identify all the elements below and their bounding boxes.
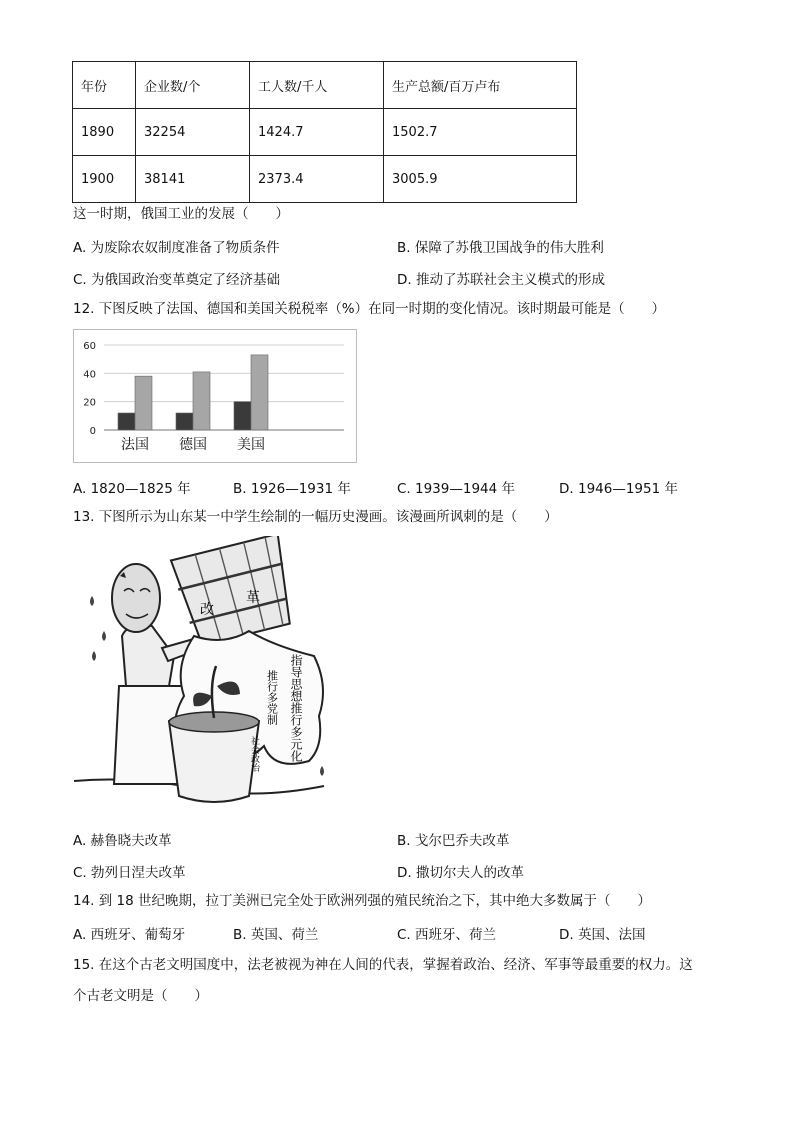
table-row — [73, 156, 577, 203]
q14-option-a[interactable]: A. 西班牙、葡萄牙 — [73, 927, 186, 943]
q14-option-d[interactable]: D. 英国、法国 — [559, 927, 646, 943]
x-category-label: 法国 — [121, 437, 149, 453]
y-tick-label: 40 — [83, 369, 96, 381]
history-cartoon — [74, 536, 344, 816]
q13-option-b[interactable]: B. 戈尔巴乔夫改革 — [397, 833, 510, 849]
q13-option-d[interactable]: D. 撒切尔夫人的改革 — [397, 865, 524, 881]
bar — [176, 413, 193, 430]
q12-option-a[interactable]: A. 1820—1825 年 — [73, 481, 191, 497]
table-header-cell: 工人数/千人 — [250, 62, 384, 109]
table-cell: 1502.7 — [384, 109, 577, 156]
q11-option-b[interactable]: B. 保障了苏俄卫国战争的伟大胜利 — [397, 240, 604, 256]
table-header-cell: 年份 — [73, 62, 136, 109]
q13-option-a[interactable]: A. 赫鲁晓夫改革 — [73, 833, 172, 849]
tariff-chart — [73, 329, 357, 463]
q11-option-c[interactable]: C. 为俄国政治变革奠定了经济基础 — [73, 272, 281, 288]
q11-option-d[interactable]: D. 推动了苏联社会主义模式的形成 — [397, 272, 605, 288]
bar — [234, 402, 251, 430]
q13-option-c[interactable]: C. 勃列日涅夫改革 — [73, 865, 186, 881]
table-cell: 2373.4 — [250, 156, 384, 203]
q15-stem-line2: 个古老文明是（ ） — [73, 988, 208, 1004]
bucket-label-right: 革 — [246, 590, 260, 606]
q14-option-b[interactable]: B. 英国、荷兰 — [233, 927, 319, 943]
bar — [118, 413, 135, 430]
bar — [193, 372, 210, 430]
table-cell: 1900 — [73, 156, 136, 203]
table-row — [73, 109, 577, 156]
table-cell: 3005.9 — [384, 156, 577, 203]
pot-label: 社会政治 — [249, 736, 259, 772]
q14-option-c[interactable]: C. 西班牙、荷兰 — [397, 927, 497, 943]
cartoon-drawing — [74, 536, 344, 816]
q14-stem: 14. 到 18 世纪晚期，拉丁美洲已完全处于欧洲列强的殖民统治之下，其中绝大多数属于（ ） — [73, 893, 652, 909]
y-tick-label: 20 — [83, 397, 96, 409]
tariff-chart-svg — [74, 330, 356, 462]
table-header-cell: 企业数/个 — [136, 62, 250, 109]
table-header-cell: 生产总额/百万卢布 — [384, 62, 577, 109]
q12-option-b[interactable]: B. 1926—1931 年 — [233, 481, 351, 497]
x-category-label: 美国 — [237, 437, 265, 453]
y-tick-label: 0 — [89, 426, 96, 437]
slogan-2: 推行多党制 — [265, 670, 279, 725]
bucket-label-left: 改 — [200, 602, 214, 618]
table-cell: 1424.7 — [250, 109, 384, 156]
bar — [135, 376, 152, 430]
table-cell: 1890 — [73, 109, 136, 156]
table-cell: 32254 — [136, 109, 250, 156]
industry-table — [72, 61, 577, 203]
table-cell: 38141 — [136, 156, 250, 203]
q15-stem-line1: 15. 在这个古老文明国度中，法老被视为神在人间的代表，掌握着政治、经济、军事等最重要的权力。这 — [73, 957, 693, 973]
y-tick-label: 60 — [83, 341, 96, 352]
q12-option-c[interactable]: C. 1939—1944 年 — [397, 481, 516, 497]
q12-stem: 12. 下图反映了法国、德国和美国关税税率（%）在同一时期的变化情况。该时期最可能是（ ） — [73, 301, 666, 317]
bar — [251, 355, 268, 430]
table-header-row — [73, 62, 577, 109]
q13-stem: 13. 下图所示为山东某一中学生绘制的一幅历史漫画。该漫画所讽刺的是（ ） — [73, 509, 558, 525]
x-category-label: 德国 — [179, 437, 207, 453]
q12-option-d[interactable]: D. 1946—1951 年 — [559, 481, 678, 497]
slogan-1: 指导思想推行多元化 — [289, 654, 303, 762]
q11-option-a[interactable]: A. 为废除农奴制度准备了物质条件 — [73, 240, 280, 256]
q11-stem: 这一时期，俄国工业的发展（ ） — [73, 206, 289, 222]
